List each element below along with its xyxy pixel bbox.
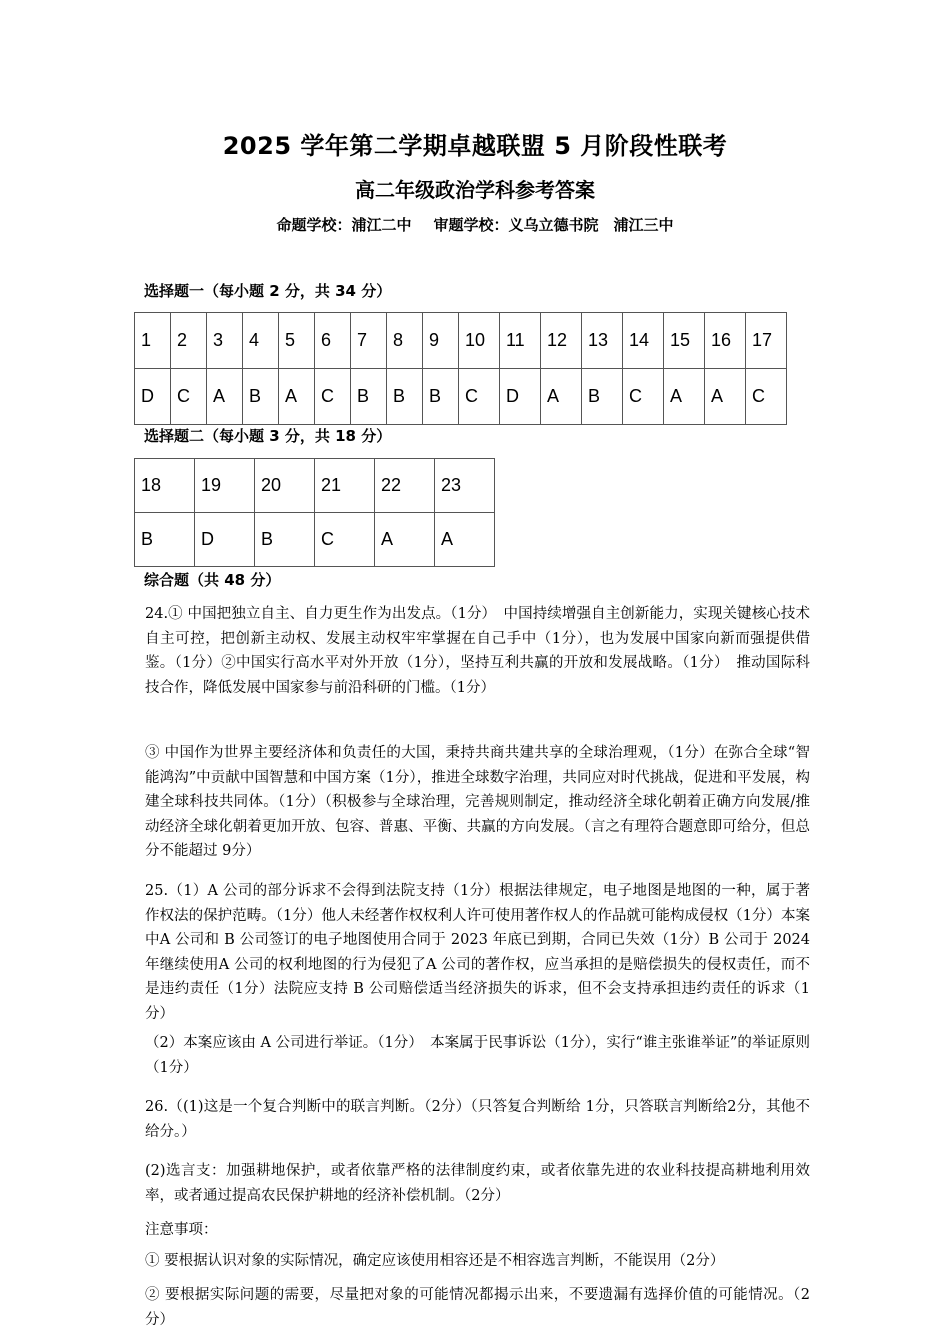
- question-number: 22: [375, 459, 435, 513]
- exam-title: 2025 学年第二学期卓越联盟 5 月阶段性联考: [222, 132, 728, 160]
- answer-cell: A: [279, 369, 315, 425]
- section2-heading: 选择题二（每小题 3 分，共 18 分）: [144, 427, 392, 445]
- answer-cell: B: [243, 369, 279, 425]
- answer-paragraph-24b: ③ 中国作为世界主要经济体和负责任的大国，秉持共商共建共享的全球治理观，（1分）在弥合全球“智能鸿沟”中贡献中国智慧和中国方案（1分），推进全球数字治理，共同应对时代挑战，促进和平发展，构建全球科技共同体。（1分）（积极参与全球治理，完善规则制定，推动经济全球化朝着正确方向发展/推动经济全球化朝着更加开放、包容、普惠、平衡、共赢的方向发展。（言之有理符合题意即可给分，但总分不能超过 9分）: [145, 745, 810, 859]
- answer-key-title: 高二年级政治学科参考答案: [355, 178, 595, 202]
- question-number: 1: [135, 313, 171, 369]
- answer-cell: D: [500, 369, 541, 425]
- section3-heading: 综合题（共 48 分）: [144, 571, 281, 589]
- school-info: [0, 214, 950, 235]
- answer-cell: C: [171, 369, 207, 425]
- question-number: 20: [255, 459, 315, 513]
- question-number: 5: [279, 313, 315, 369]
- answer-row: [135, 513, 495, 567]
- answer-cell: B: [582, 369, 623, 425]
- question-number: 13: [582, 313, 623, 369]
- answer-cell: B: [135, 513, 195, 567]
- answer-cell: C: [315, 369, 351, 425]
- answer-cell: A: [705, 369, 746, 425]
- note-item-2: ② 要根据实际问题的需要，尽量把对象的可能情况都揭示出来，不要遗漏有选择价值的可能情况。（2分）: [145, 1287, 810, 1328]
- question-number: 19: [195, 459, 255, 513]
- answer-paragraph-25b: （2）本案应该由 A 公司进行举证。（1分） 本案属于民事诉讼（1分），实行“谁主张谁举证”的举证原则（1分）: [145, 1035, 810, 1076]
- question-number: 8: [387, 313, 423, 369]
- answer-cell: C: [623, 369, 664, 425]
- answer-cell: B: [255, 513, 315, 567]
- answer-cell: A: [541, 369, 582, 425]
- question-number: 16: [705, 313, 746, 369]
- answer-cell: B: [423, 369, 459, 425]
- answer-paragraph-24a: 24.① 中国把独立自主、自力更生作为出发点。（1分） 中国持续增强自主创新能力，实现关键核心技术自主可控，把创新主动权、发展主动权牢牢掌握在自己手中（1分），也为发展中国家向新而强提供借鉴。（1分）②中国实行高水平对外开放（1分），坚持互利共赢的开放和发展战略。（1分） 推动国际科技合作，降低发展中国家参与前沿科研的门槛。（1分）: [145, 606, 810, 696]
- question-number: 4: [243, 313, 279, 369]
- question-number: 14: [623, 313, 664, 369]
- question-number: 10: [459, 313, 500, 369]
- question-number: 23: [435, 459, 495, 513]
- section2-answer-table: [134, 458, 495, 567]
- answer-cell: A: [375, 513, 435, 567]
- note-item-1: ① 要根据认识对象的实际情况，确定应该使用相容还是不相容选言判断，不能误用（2分）: [145, 1253, 725, 1269]
- answer-paragraph-25a: 25.（1）A 公司的部分诉求不会得到法院支持（1分）根据法律规定，电子地图是地图的一种，属于著作权法的保护范畴。（1分）他人未经著作权权利人许可使用著作权人的作品就可能构成侵权（1分）本案中A 公司和 B 公司签订的电子地图使用合同于 2023 年底已到期，合同已失效（1分）B 公司于 2024 年继续使用A 公司的权利地图的行为侵犯了A 公司的著作权，应当承担的是赔偿损失的侵权责任，而不是违约责任（1分）法院应支持 B 公司赔偿适当经济损失的诉求，但不会支持承担违约责任的诉求（1分）: [145, 883, 810, 1022]
- answer-cell: D: [135, 369, 171, 425]
- answer-cell: B: [387, 369, 423, 425]
- question-number: 11: [500, 313, 541, 369]
- question-number: 21: [315, 459, 375, 513]
- answer-cell: C: [315, 513, 375, 567]
- question-number: 15: [664, 313, 705, 369]
- answer-paragraph-26a: 26.（(1)这是一个复合判断中的联言判断。（2分）（只答复合判断给 1分，只答联言判断给2分，其他不给分。）: [145, 1099, 810, 1140]
- question-number: 12: [541, 313, 582, 369]
- question-number: 7: [351, 313, 387, 369]
- answer-paragraph-26b: (2)选言支：加强耕地保护，或者依靠严格的法律制度约束，或者依靠先进的农业科技提高耕地利用效率，或者通过提高农民保护耕地的经济补偿机制。（2分）: [145, 1163, 810, 1204]
- question-number: 6: [315, 313, 351, 369]
- question-number: 17: [746, 313, 787, 369]
- setter-school: 命题学校：浦江二中: [276, 216, 412, 234]
- question-number: 3: [207, 313, 243, 369]
- question-number: 9: [423, 313, 459, 369]
- answer-cell: C: [459, 369, 500, 425]
- section1-answer-table: [134, 312, 787, 425]
- answer-cell: D: [195, 513, 255, 567]
- question-number: 2: [171, 313, 207, 369]
- question-number-row: [135, 313, 787, 369]
- notes-heading: 注意事项：: [145, 1222, 218, 1238]
- answer-cell: C: [746, 369, 787, 425]
- answer-cell: A: [207, 369, 243, 425]
- answer-cell: B: [351, 369, 387, 425]
- answer-cell: A: [435, 513, 495, 567]
- answer-cell: A: [664, 369, 705, 425]
- question-number-row: [135, 459, 495, 513]
- reviewer-school: 审题学校：义乌立德书院 浦江三中: [433, 216, 674, 234]
- question-number: 18: [135, 459, 195, 513]
- section1-heading: 选择题一（每小题 2 分，共 34 分）: [144, 282, 392, 300]
- answer-row: [135, 369, 787, 425]
